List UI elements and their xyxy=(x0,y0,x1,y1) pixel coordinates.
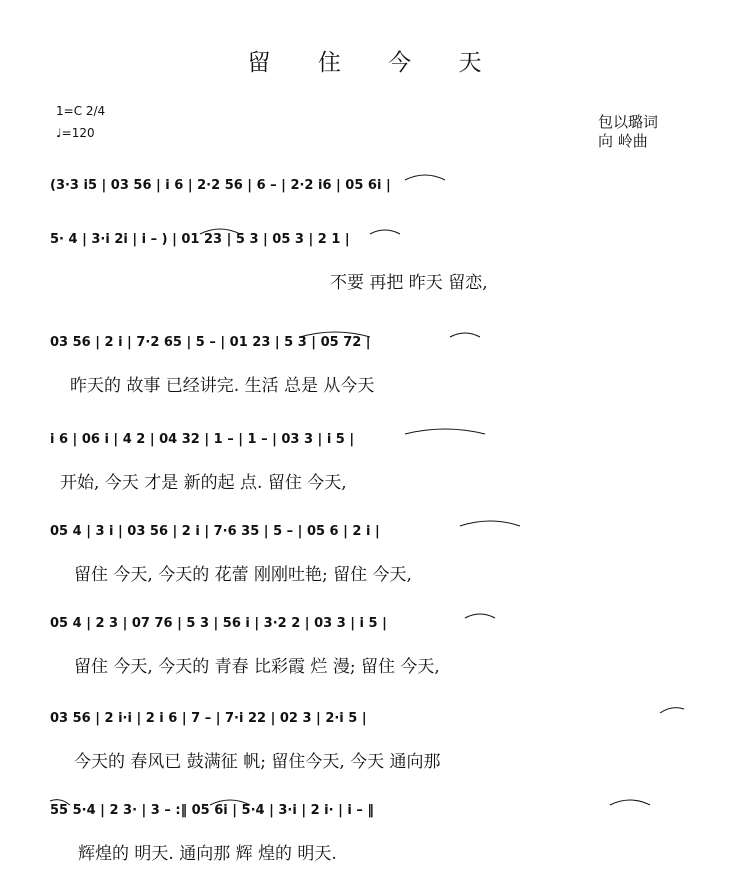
lyrics-line: 辉煌的 明天. 通向那 辉 煌的 明天. xyxy=(78,844,337,864)
notation-line: 05 4 | 2 3 | 07 76 | 5 3 | 56 i | 3·2 2 | 03 3 | i 5 | xyxy=(50,616,387,631)
lyrics-line: 留住 今天, 今天的 青春 比彩霞 烂 漫; 留住 今天, xyxy=(74,657,440,677)
score-system xyxy=(50,803,686,893)
notation-line: 55 5·4 | 2 3· | 3 – :‖ 05 6i | 5·4 | 3·i | 2 i· | i – ‖ xyxy=(50,803,374,818)
score-meta xyxy=(56,100,105,144)
score-system xyxy=(50,335,686,425)
lyrics-line: 不要 再把 昨天 留恋, xyxy=(330,273,488,293)
notation-line: (3·3 i5 | 03 56 | i 6 | 2·2 56 | 6 – | 2·2 i6 | 05 6i | xyxy=(50,178,391,193)
score-system xyxy=(50,232,686,322)
score-system xyxy=(50,432,686,522)
tempo-marking: ♩=120 xyxy=(56,126,95,140)
score-system xyxy=(50,524,686,614)
key-signature: 1=C 2/4 xyxy=(56,104,106,118)
score-system xyxy=(50,616,686,706)
score-system xyxy=(50,711,686,801)
notation-line: 5· 4 | 3·i 2i | i – ) | 01 23 | 5 3 | 05 3 | 2 1 | xyxy=(50,232,350,247)
notation-line: 03 56 | 2 i | 7·2 65 | 5 – | 01 23 | 5 3 | 05 72 | xyxy=(50,335,371,350)
lyricist-credit: 包以璐词 xyxy=(598,113,659,131)
page-title: 留 住 今 天 xyxy=(247,50,502,76)
notation-line: 03 56 | 2 i·i | 2 i 6 | 7 – | 7·i 22 | 02 3 | 2·i 5 | xyxy=(50,711,367,726)
composer-credit: 向 岭曲 xyxy=(598,132,648,150)
lyrics-line: 今天的 春风已 鼓满征 帆; 留住今天, 今天 通向那 xyxy=(74,752,441,772)
lyrics-line: 昨天的 故事 已经讲完. 生活 总是 从今天 xyxy=(70,376,375,396)
lyrics-line: 开始, 今天 才是 新的起 点. 留住 今天, xyxy=(60,473,347,493)
notation-line: 05 4 | 3 i | 03 56 | 2 i | 7·6 35 | 5 – | 05 6 | 2 i | xyxy=(50,524,380,539)
notation-line: i 6 | 06 i | 4 2 | 04 32 | 1 – | 1 – | 03 3 | i 5 | xyxy=(50,432,355,447)
lyrics-line: 留住 今天, 今天的 花蕾 刚刚吐艳; 留住 今天, xyxy=(74,565,412,585)
credits xyxy=(598,113,658,151)
